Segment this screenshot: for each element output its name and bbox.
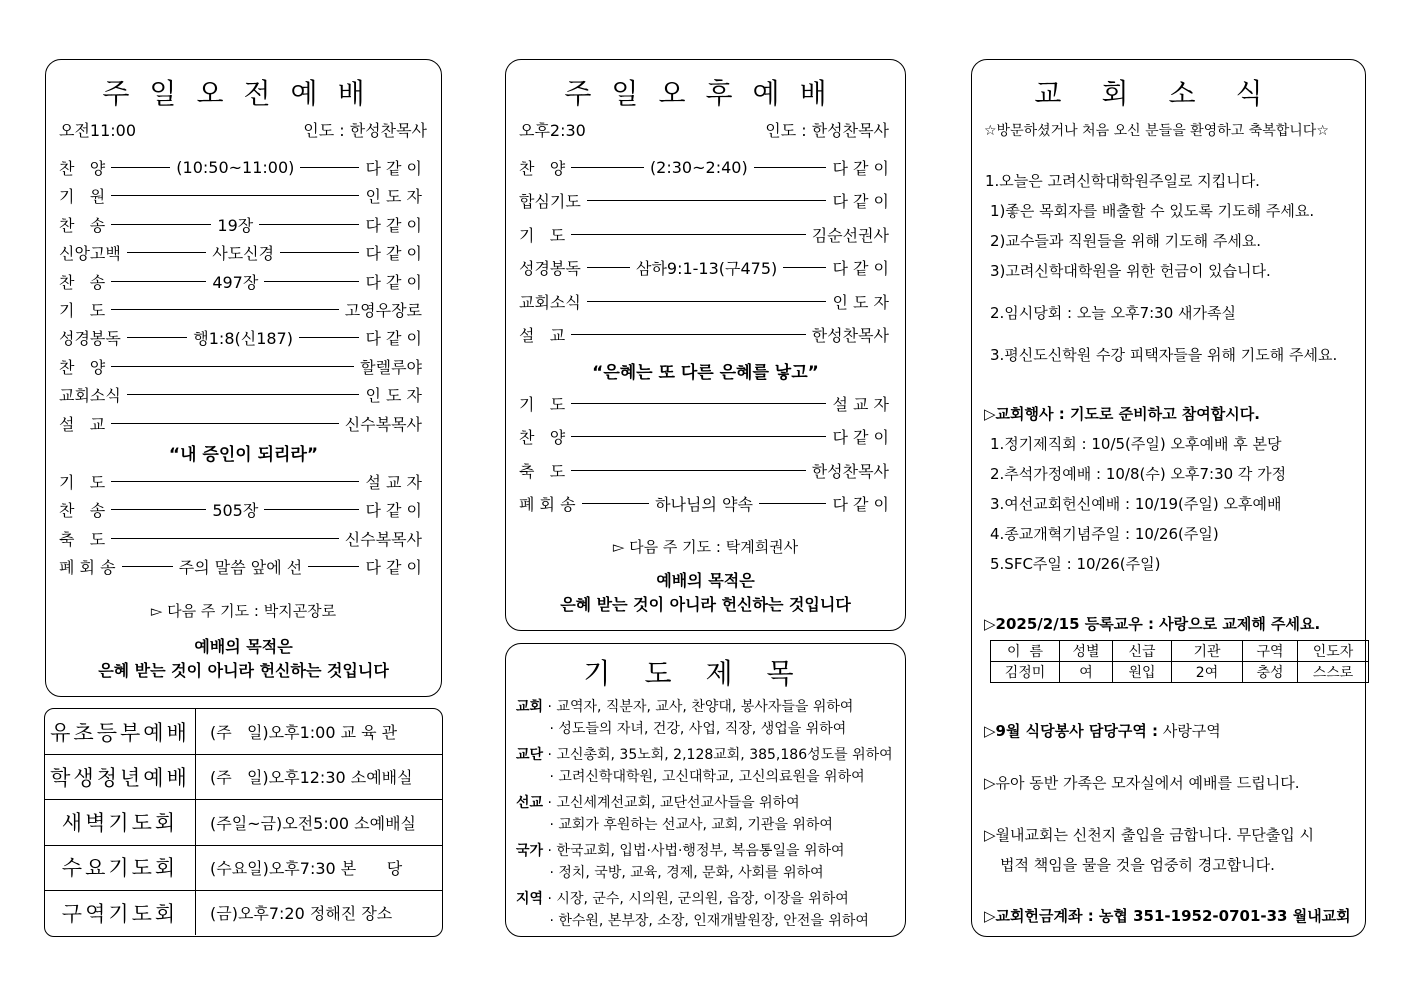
order-person: 다 같 이 — [365, 159, 423, 178]
leader-line — [754, 167, 827, 168]
news-3: 3.평신도신학원 수강 피택자들을 위해 기도해 주세요. — [990, 346, 1338, 364]
order-row — [59, 298, 422, 321]
order-row — [519, 189, 889, 212]
registration-cell: 충성 — [1243, 662, 1298, 683]
registration-cell: 원입 — [1113, 662, 1172, 683]
prayer-item — [516, 744, 893, 764]
prayer-text: 한국교회, 입법·사법·행정부, 복음통일을 위하여 — [556, 843, 845, 859]
leader-line — [759, 503, 827, 504]
leader-line — [111, 366, 354, 367]
schedule-name: 새벽기도회 — [45, 800, 196, 845]
order-row — [59, 355, 422, 378]
order-row — [519, 392, 889, 415]
warning-line1: ▷월내교회는 신천지 출입을 금합니다. 무단출입 시 — [984, 826, 1314, 844]
prayer-text: 성도들의 자녀, 건강, 사업, 직장, 생업을 위하여 — [558, 721, 847, 737]
event-item: 5.SFC주일 : 10/26(주일) — [990, 555, 1161, 573]
registration-cell: 스스로 — [1298, 662, 1369, 683]
leader-line — [587, 267, 630, 268]
events-title: ▷교회행사 : 기도로 준비하고 참여합시다. — [984, 405, 1260, 423]
morning-title: 주일오전예배 — [102, 77, 385, 110]
order-label: 찬 송 — [59, 272, 106, 292]
prayer-topics-panel — [505, 643, 906, 937]
news-1: 1.오늘은 고려신학대학원주일로 지킵니다. — [985, 172, 1260, 190]
bullet-dot: · — [545, 913, 559, 929]
order-label: 기 도 — [59, 301, 106, 320]
leader-line — [111, 195, 359, 196]
order-row — [519, 425, 889, 448]
offering-account: ▷교회헌금계좌 : 농협 351-1952-0701-33 월내교회 — [984, 907, 1351, 925]
morning-next-prayer: ▻ 다음 주 기도 : 박지곤장로 — [150, 602, 337, 620]
bullet-dot: · — [543, 747, 557, 763]
welcome-text: ☆방문하셨거나 처음 오신 분들을 환영하고 축복합니다☆ — [984, 123, 1329, 139]
order-row — [519, 156, 889, 179]
prayer-item — [516, 792, 800, 812]
order-label: 찬 송 — [59, 215, 106, 235]
order-row — [59, 527, 422, 550]
schedule-time: (금)오후7:20 정해진 장소 — [210, 904, 393, 924]
order-person: 고영우장로 — [344, 301, 422, 320]
order-detail: 사도신경 — [212, 244, 275, 264]
leader-line — [111, 309, 339, 310]
prayer-text: 한수원, 본부장, 소장, 인재개발원장, 안전을 위하여 — [558, 913, 869, 929]
bullet-dot: · — [543, 891, 557, 907]
morning-purpose-line1: 예배의 목적은 — [194, 637, 293, 656]
order-detail: 497장 — [212, 272, 259, 292]
order-person: 한성찬목사 — [811, 461, 889, 481]
schedule-name: 수요기도회 — [45, 845, 196, 890]
leader-line — [783, 267, 826, 268]
meal-service — [984, 720, 1221, 741]
order-person: 인 도 자 — [365, 187, 422, 207]
order-detail: 삼하9:1-13(구475) — [636, 259, 778, 279]
order-label: 설 교 — [519, 326, 566, 345]
schedule-row — [45, 800, 442, 846]
registration-header-cell: 신급 — [1113, 641, 1172, 662]
prayer-category: 선교 — [516, 795, 544, 811]
registration-cell: 김정미 — [991, 662, 1060, 683]
news-2: 2.임시당회 : 오늘 오후7:30 새가족실 — [990, 304, 1237, 322]
prayer-item — [516, 910, 869, 930]
schedule-name: 유초등부예배 — [45, 709, 196, 754]
schedule-time: (수요일)오후7:30 본 당 — [210, 858, 403, 878]
order-label: 찬 양 — [519, 428, 566, 448]
leader-line — [127, 337, 187, 338]
morning-sermon-title: “내 증인이 되리라” — [168, 445, 319, 465]
prayer-text: 교역자, 직분자, 교사, 찬양대, 봉사자들을 위하여 — [556, 699, 854, 715]
order-detail: 19장 — [217, 215, 254, 235]
prayer-item — [516, 862, 824, 882]
schedule-row — [45, 845, 442, 891]
registration-header-cell: 성별 — [1060, 641, 1113, 662]
schedule-row — [45, 890, 442, 935]
registration-cell: 여 — [1060, 662, 1113, 683]
order-person: 다 같 이 — [365, 501, 422, 521]
bullet-dot: · — [545, 817, 559, 833]
morning-time: 오전11:00 — [59, 121, 137, 140]
order-person: 신수복목사 — [344, 414, 422, 434]
schedule-name: 학생청년예배 — [45, 754, 196, 799]
prayer-text: 시장, 군수, 시의원, 군의원, 읍장, 이장을 위하여 — [556, 891, 849, 907]
schedule-table — [44, 708, 443, 937]
order-row — [519, 290, 889, 313]
leader-line — [111, 509, 206, 510]
order-row — [59, 498, 422, 521]
bullet-dot: · — [545, 769, 559, 785]
order-person: 신수복목사 — [344, 529, 422, 549]
prayer-category: 교단 — [516, 747, 544, 763]
prayer-item — [516, 718, 846, 738]
church-news-panel — [971, 59, 1366, 937]
order-row — [59, 241, 422, 264]
bullet-dot: · — [543, 699, 557, 715]
order-detail: 행1:8(신187) — [193, 329, 293, 349]
order-person: 다 같 이 — [832, 259, 889, 279]
event-item: 2.추석가정예배 : 10/8(수) 오후7:30 각 가정 — [990, 465, 1287, 483]
order-person: 인 도 자 — [832, 292, 889, 312]
event-item: 1.정기제직회 : 10/5(주일) 오후예배 후 본당 — [990, 435, 1282, 453]
registration-header-cell: 기관 — [1172, 641, 1243, 662]
order-person: 다 같 이 — [365, 558, 423, 578]
order-person: 다 같 이 — [365, 272, 422, 292]
order-row — [59, 326, 422, 349]
news-title: 교회소식 — [1034, 77, 1303, 110]
afternoon-purpose-line1: 예배의 목적은 — [656, 571, 755, 590]
leader-line — [571, 234, 806, 235]
registration-cell: 2여 — [1172, 662, 1243, 683]
prayer-item — [516, 888, 849, 908]
order-label: 폐 회 송 — [59, 558, 116, 578]
prayer-item — [516, 840, 845, 860]
order-row — [519, 492, 889, 515]
afternoon-purpose-line2: 은혜 받는 것이 아니라 헌신하는 것입니다 — [560, 595, 851, 614]
news-1c: 3)고려신학대학원을 위한 헌금이 있습니다. — [990, 262, 1271, 280]
order-person: 다 같 이 — [832, 192, 889, 212]
order-row — [519, 459, 889, 482]
prayer-item — [516, 814, 833, 834]
news-1a: 1)좋은 목회자를 배출할 수 있도록 기도해 주세요. — [990, 202, 1315, 220]
prayer-text: 고신세계선교회, 교단선교사들을 위하여 — [556, 795, 800, 811]
leader-line — [280, 252, 359, 253]
leader-line — [122, 566, 173, 567]
leader-line — [111, 224, 211, 225]
leader-line — [259, 224, 359, 225]
order-label: 폐 회 송 — [519, 495, 576, 515]
meal-value: 사랑구역 — [1158, 722, 1221, 740]
order-label: 합심기도 — [519, 192, 581, 212]
registration-header-cell: 인도자 — [1298, 641, 1369, 662]
leader-line — [127, 394, 360, 395]
leader-line — [582, 503, 650, 504]
order-person: 한성찬목사 — [811, 326, 889, 345]
order-person: 할렐루야 — [360, 357, 422, 377]
registration-header-cell: 구역 — [1243, 641, 1298, 662]
prayer-item — [516, 766, 865, 786]
order-row — [59, 156, 422, 179]
order-person: 다 같 이 — [832, 495, 890, 515]
leader-line — [111, 538, 339, 539]
bullet-dot: · — [543, 795, 557, 811]
leader-line — [264, 281, 359, 282]
order-person: 설 교 자 — [365, 473, 422, 492]
leader-line — [111, 423, 339, 424]
prayer-text: 고려신학대학원, 고신대학교, 고신의료원을 위하여 — [558, 769, 865, 785]
order-person: 김순선권사 — [811, 225, 889, 245]
prayer-category: 국가 — [516, 843, 544, 859]
order-row — [59, 270, 422, 293]
order-label: 기 도 — [59, 473, 106, 492]
order-person: 인 도 자 — [365, 386, 422, 406]
registration-row — [991, 641, 1369, 662]
order-label: 찬 양 — [519, 159, 566, 178]
leader-line — [571, 403, 826, 404]
order-person: 다 같 이 — [832, 428, 889, 448]
prayer-category: 교회 — [516, 699, 544, 715]
order-row — [59, 555, 422, 578]
order-row — [59, 470, 422, 493]
prayer-text: 정치, 국방, 교육, 경제, 문화, 사회를 위하여 — [558, 865, 824, 881]
afternoon-title: 주일오후예배 — [564, 77, 847, 110]
registration-header-cell: 이 름 — [991, 641, 1060, 662]
leader-line — [300, 167, 359, 168]
news-1b: 2)교수들과 직원들을 위해 기도해 주세요. — [990, 232, 1262, 250]
order-detail: (10:50~11:00) — [176, 158, 295, 177]
leader-line — [587, 301, 827, 302]
leader-line — [308, 566, 359, 567]
morning-service-panel — [45, 59, 442, 697]
leader-line — [127, 252, 206, 253]
order-label: 기 도 — [519, 225, 566, 245]
order-person: 다 같 이 — [365, 215, 423, 235]
order-person: 설 교 자 — [832, 395, 889, 414]
event-item: 4.종교개혁기념주일 : 10/26(주일) — [990, 525, 1219, 543]
order-label: 교회소식 — [59, 386, 121, 406]
prayer-item — [516, 696, 853, 716]
bullet-dot: · — [545, 721, 559, 737]
afternoon-service-panel — [505, 59, 906, 631]
afternoon-next-prayer: ▻ 다음 주 기도 : 탁계희권사 — [612, 538, 799, 556]
event-item: 3.여선교회헌신예배 : 10/19(주일) 오후예배 — [990, 495, 1282, 513]
prayer-title: 기도제목 — [583, 657, 828, 690]
order-person: 다 같 이 — [365, 244, 423, 264]
order-label: 찬 양 — [59, 159, 106, 178]
order-person: 다 같 이 — [832, 159, 889, 178]
prayer-category: 지역 — [516, 891, 544, 907]
order-label: 성경봉독 — [519, 259, 581, 279]
order-detail: 주의 말씀 앞에 선 — [178, 558, 303, 578]
prayer-text: 교회가 후원하는 선교사, 교회, 기관을 위하여 — [558, 817, 833, 833]
leader-line — [587, 200, 827, 201]
leader-line — [571, 334, 806, 335]
leader-line — [571, 167, 644, 168]
order-row — [59, 412, 422, 435]
order-label: 찬 양 — [59, 357, 106, 377]
leader-line — [571, 436, 826, 437]
order-row — [59, 213, 422, 236]
order-row — [59, 383, 422, 406]
order-label: 성경봉독 — [59, 329, 121, 349]
order-label: 교회소식 — [519, 292, 581, 312]
afternoon-time: 오후2:30 — [519, 121, 586, 140]
prayer-text: 고신총회, 35노회, 2,128교회, 385,186성도를 위하여 — [556, 747, 893, 763]
morning-purpose-line2: 은혜 받는 것이 아니라 헌신하는 것입니다 — [98, 661, 389, 680]
leader-line — [571, 470, 806, 471]
bullet-dot: · — [543, 843, 557, 859]
order-person: 다 같 이 — [365, 329, 422, 349]
warning-line2: 법적 책임을 물을 것을 엄중히 경고합니다. — [1000, 856, 1275, 874]
schedule-time: (주 일)오후12:30 소예배실 — [210, 768, 413, 788]
order-label: 신앙고백 — [59, 244, 121, 264]
schedule-row — [45, 709, 442, 755]
bullet-dot: · — [545, 865, 559, 881]
order-label: 기 도 — [519, 395, 566, 414]
schedule-time: (주일~금)오전5:00 소예배실 — [210, 813, 417, 833]
order-label: 찬 송 — [59, 501, 106, 521]
order-row — [59, 184, 422, 207]
afternoon-sermon-title: “은혜는 또 다른 은혜를 낳고” — [592, 363, 819, 383]
leader-line — [111, 281, 206, 282]
schedule-time: (주 일)오후1:00 교 육 관 — [210, 723, 398, 742]
order-label: 축 도 — [519, 461, 566, 481]
morning-leader: 인도 : 한성찬목사 — [303, 121, 427, 140]
meal-label: ▷9월 식당봉사 담당구역 : — [984, 722, 1159, 740]
leader-line — [111, 167, 170, 168]
order-row — [519, 223, 889, 246]
order-detail: 하나님의 약속 — [655, 495, 753, 515]
order-detail: 505장 — [212, 501, 259, 521]
infant-notice: ▷유아 동반 가족은 모자실에서 예배를 드립니다. — [984, 774, 1300, 792]
leader-line — [299, 337, 359, 338]
registration-title: ▷2025/2/15 등록교우 : 사랑으로 교제해 주세요. — [984, 615, 1321, 633]
schedule-row — [45, 754, 442, 800]
registration-table — [990, 640, 1369, 683]
order-label: 설 교 — [59, 414, 106, 434]
afternoon-leader: 인도 : 한성찬목사 — [765, 121, 889, 140]
order-detail: (2:30~2:40) — [649, 158, 748, 177]
order-row — [519, 256, 889, 279]
registration-row — [991, 662, 1369, 683]
order-row — [519, 323, 889, 346]
schedule-name: 구역기도회 — [45, 890, 196, 935]
leader-line — [264, 509, 359, 510]
order-label: 축 도 — [59, 529, 106, 549]
leader-line — [111, 481, 359, 482]
order-label: 기 원 — [59, 187, 106, 207]
